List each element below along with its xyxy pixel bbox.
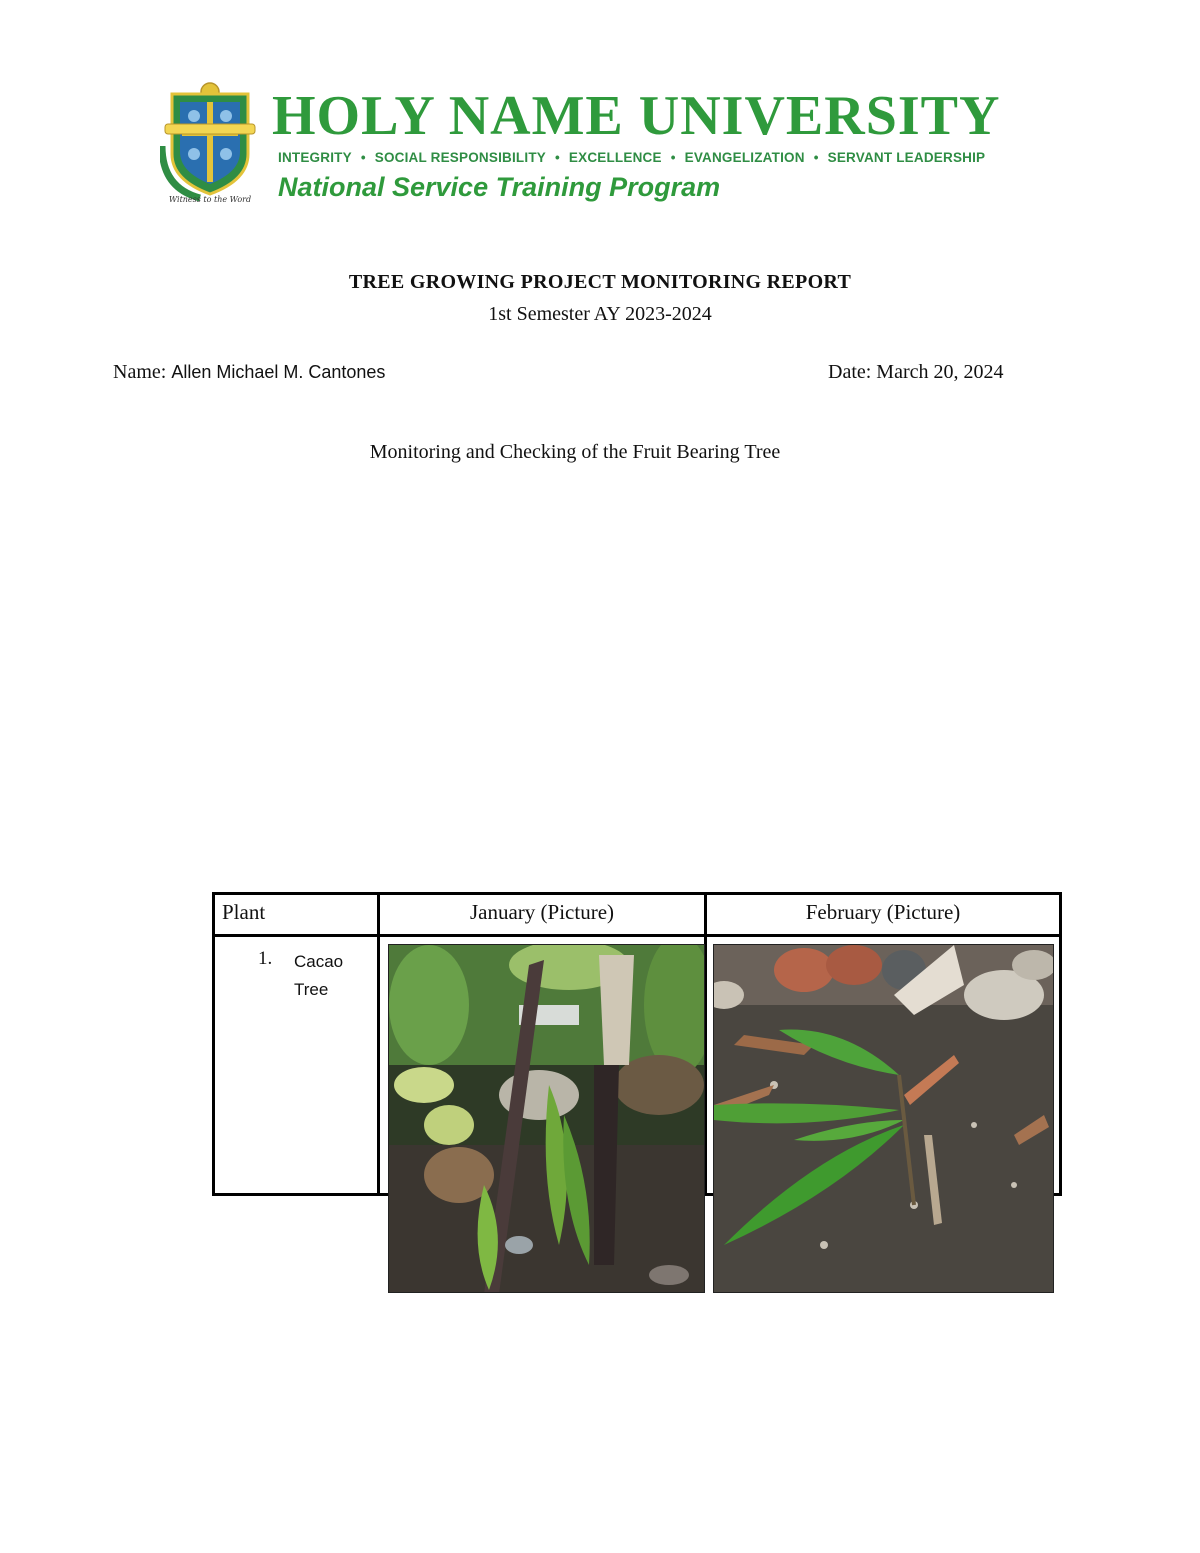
plant-name: Cacao Tree <box>294 952 344 999</box>
university-values <box>278 150 985 165</box>
table-header-divider <box>212 934 1062 937</box>
svg-text:Witness to the Word: Witness to the Word <box>168 195 252 204</box>
value-excellence: EXCELLENCE <box>568 150 662 165</box>
plant-number: 1. <box>258 948 273 969</box>
february-photo-image <box>714 945 1054 1293</box>
january-photo-image <box>389 945 705 1293</box>
report-date: Date: March 20, 2024 <box>828 361 1004 383</box>
value-social-responsibility: SOCIAL RESPONSIBILITY <box>374 150 546 165</box>
university-crest-logo <box>160 76 260 204</box>
february-cacao-photo <box>713 944 1054 1293</box>
january-cacao-photo <box>388 944 705 1293</box>
header-plant: Plant <box>222 900 266 924</box>
value-integrity: INTEGRITY <box>278 150 352 165</box>
report-title: TREE GROWING PROJECT MONITORING REPORT <box>348 271 852 293</box>
name-value: Allen Michael M. Cantones <box>171 362 386 382</box>
value-evangelization: EVANGELIZATION <box>684 150 805 165</box>
university-name: HOLY NAME UNIVERSITY <box>272 85 1001 147</box>
student-name <box>113 361 385 384</box>
bullet-icon: • <box>670 150 676 165</box>
table-divider <box>377 892 380 1196</box>
report-subtitle: Monitoring and Checking of the Fruit Bearing Tree <box>369 441 781 463</box>
program-name: National Service Training Program <box>278 172 721 202</box>
bullet-icon: • <box>554 150 560 165</box>
header-february: February (Picture) <box>805 900 961 924</box>
header-january: January (Picture) <box>469 900 615 924</box>
report-semester: 1st Semester AY 2023-2024 <box>488 303 712 325</box>
bullet-icon: • <box>360 150 366 165</box>
value-servant-leadership: SERVANT LEADERSHIP <box>827 150 986 165</box>
bullet-icon: • <box>813 150 819 165</box>
name-label: Name: <box>113 361 172 383</box>
